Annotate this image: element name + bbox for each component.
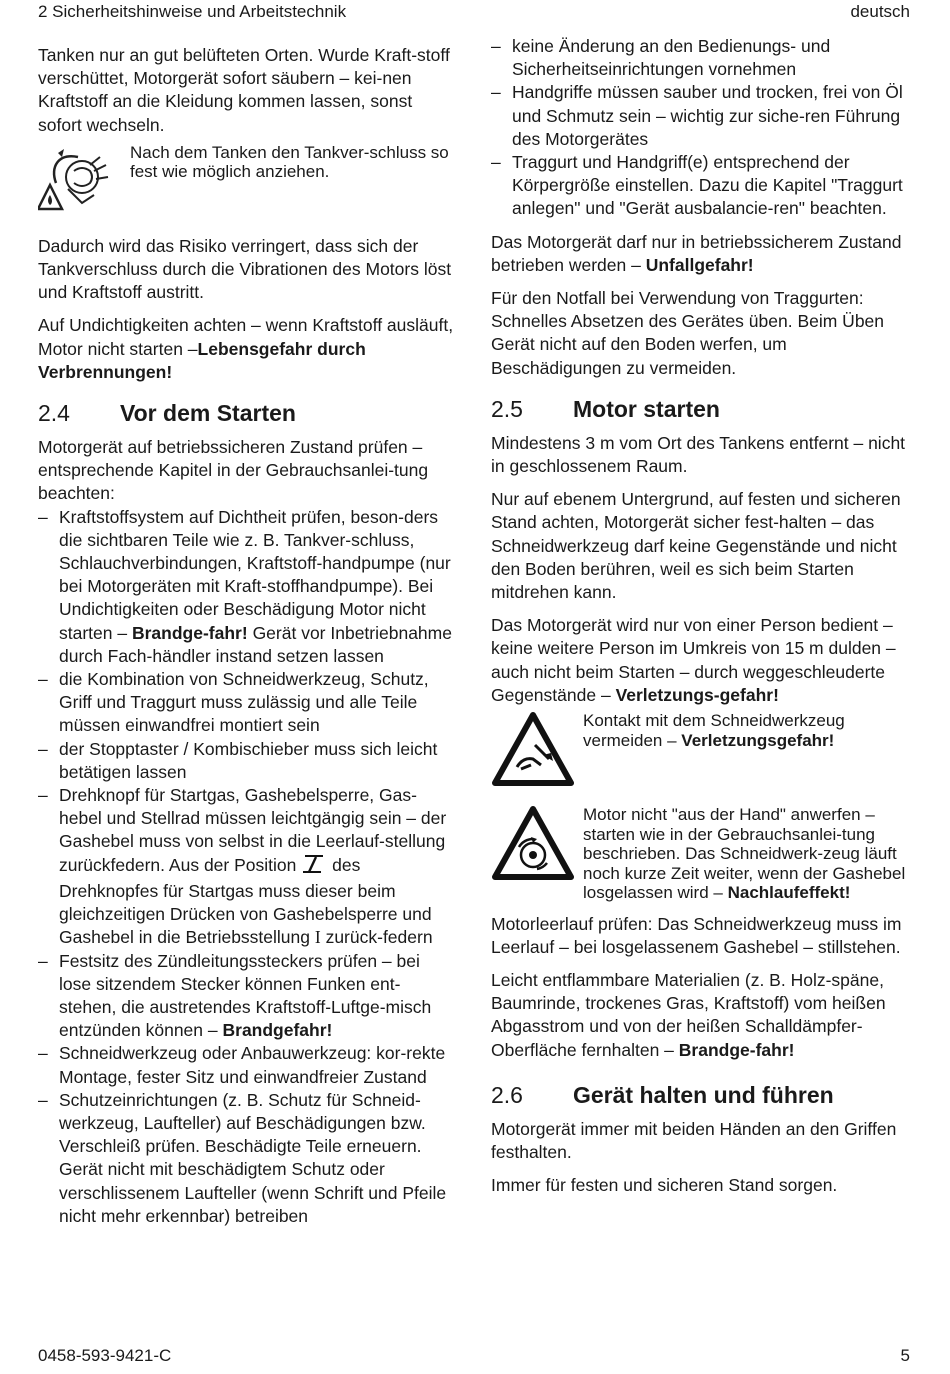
list-item: – Traggurt und Handgriff(e) entsprechend der Körpergröße einstellen. Dazu die Kapitel "Traggurt anlegen" und "Gerät ausbalancie-ren" beachten.: [491, 151, 909, 221]
paragraph: Motorgerät auf betriebssicheren Zustand prüfen – entsprechende Kapitel in der Gebrauchsanlei-tung beachten:: [38, 437, 429, 504]
paragraph: Nur auf ebenem Untergrund, auf festen und sicheren Stand achten, Motorgerät sicher fest-halten – das Schneidwerkzeug darf keine Gegenstände und nicht den Boden berühren, weil es sich beim Starten mitdrehen kann.: [491, 489, 901, 603]
paragraph: Mindestens 3 m vom Ort des Tankens entfernt – nicht in geschlossenem Raum.: [491, 432, 906, 477]
page-number: 5: [900, 1346, 910, 1365]
list-item: – keine Änderung an den Bedienungs- und Sicherheitseinrichtungen vornehmen: [491, 35, 909, 81]
paragraph: [38, 314, 456, 384]
document-number: 0458-593-9421-C: [38, 1346, 172, 1365]
paragraph: Für den Notfall bei Verwendung von Traggurten: Schnelles Absetzen des Gerätes üben. Beim Üben Gerät nicht auf den Boden werfen, um Beschädigungen zu vermeiden.: [491, 288, 885, 378]
list-item-text: Gerät vor Inbetriebnahme durch Fach-händler instand setzen lassen: [59, 622, 452, 666]
section-title: Motor starten: [573, 395, 720, 422]
list-item-text: Drehknopf für Startgas, Gashebelsperre, Gas-hebel und Stellrad müssen leichtgängig sein – der Gashebel muss von selbst in die Leerlauf-stellung zurückfedern. Aus der Position: [59, 785, 447, 875]
section-number: 2.6: [491, 1081, 523, 1108]
paragraph: Motorgerät immer mit beiden Händen an den Griffen festhalten.: [491, 1118, 897, 1162]
list-item: – Schneidwerkzeug oder Anbauwerkzeug: kor-rekte Montage, fester Sitz und einwandfreier Zustand: [38, 1042, 456, 1088]
fuel-cap-tighten-icon: [38, 145, 130, 215]
run-position-symbol: I: [314, 927, 321, 948]
list-item: – Handgriffe müssen sauber und trocken, frei von Öl und Schmutz sein – wichtig zur siche-ren Führung des Motorgerätes: [491, 81, 909, 151]
warning-text-plain: Kontakt mit dem Schneidwerkzeug vermeiden –: [583, 711, 845, 750]
paragraph: [491, 969, 909, 1062]
warning-text: [583, 805, 909, 903]
section-heading-2-4: [38, 398, 456, 428]
danger-warning: Brandge-fahr!: [131, 622, 248, 643]
list-item: – die Kombination von Schneidwerkzeug, Schutz, Griff und Traggurt muss zulässig und alle Teile müssen einwandfrei montiert sein: [38, 668, 456, 738]
tank-note: Nach dem Tanken den Tankver-schluss so fest wie möglich anziehen.: [130, 142, 449, 182]
warning-text: [583, 711, 909, 750]
cutting-tool-contact-warning-icon: [491, 711, 583, 789]
list-item: [38, 784, 456, 949]
checklist-continued: [491, 35, 909, 221]
section-heading-2-6: [491, 1080, 909, 1110]
paragraph-text: Leicht entflammbare Materialien (z. B. Holz-späne, Baumrinde, trockenes Gras, Kraftstoff) vom heißen Abgasstrom und von der heißen Schalldämpfer-Oberfläche fernhalten –: [491, 969, 886, 1060]
page-header-section: 2 Sicherheitshinweise und Arbeitstechnik: [38, 2, 347, 21]
list-item: [38, 950, 456, 1043]
start-throttle-symbol-icon: [301, 854, 327, 880]
section-heading-2-5: [491, 394, 909, 424]
checklist: [38, 506, 456, 1228]
left-column: [38, 44, 456, 1228]
paragraph: [491, 231, 909, 277]
paragraph: [491, 614, 909, 707]
tank-note-block: [38, 142, 456, 215]
danger-warning: Brandgefahr!: [222, 1020, 333, 1041]
warning-block-run-on: [491, 805, 909, 903]
paragraph: Immer für festen und sicheren Stand sorgen.: [491, 1175, 838, 1196]
list-item: – der Stopptaster / Kombischieber muss sich leicht betätigen lassen: [38, 738, 456, 784]
paragraph: Motorleerlauf prüfen: Das Schneidwerkzeug muss im Leerlauf – bei losgelassenem Gashebel – stillstehen.: [491, 913, 902, 957]
section-number: 2.5: [491, 395, 523, 422]
danger-warning: Verletzungsgefahr!: [681, 730, 835, 750]
warning-block-cutting-tool: [491, 711, 909, 789]
section-title: Vor dem Starten: [120, 400, 296, 427]
warning-text-plain: Motor nicht "aus der Hand" anwerfen – starten wie in der Gebrauchsanlei-tung beschrieben. Das Schneidwerk-zeug läuft noch kurze Zeit weiter, wenn der Gashebel losgelassen wird –: [583, 805, 906, 903]
run-on-effect-warning-icon: [491, 805, 583, 883]
list-item-text: des Drehknopfes für Startgas muss dieser beim gleichzeitigen Drücken von Gashebelsperre und Gashebel in die Betriebsstellung: [59, 854, 432, 948]
section-title: Gerät halten und führen: [573, 1081, 834, 1108]
list-item: – Schutzeinrichtungen (z. B. Schutz für Schneid-werkzeug, Laufteller) auf Beschädigungen bzw. Verschleiß prüfen. Beschädigte Teile erneuern. Gerät nicht mit beschädigtem Schutz oder verschlissenem Laufteller (wenn Schrift und Pfeile nicht mehr erkennbar) betreiben: [38, 1089, 456, 1228]
paragraph: Tanken nur an gut belüfteten Orten. Wurde Kraft-stoff verschüttet, Motorgerät sofort säubern – kei-nen Kraftstoff an die Kleidung kommen lassen, sonst sofort wechseln.: [38, 45, 450, 135]
danger-warning: Brandge-fahr!: [678, 1039, 795, 1060]
paragraph-text: Das Motorgerät wird nur von einer Person bedient – keine weitere Person im Umkreis von 15 m dulden – auch nicht beim Starten – durch weggeschleuderte Gegenstände –: [491, 615, 896, 705]
paragraph-text: Auf Undichtigkeiten achten – wenn Kraftstoff ausläuft, Motor nicht starten –: [38, 315, 454, 359]
section-number: 2.4: [38, 400, 70, 427]
page-header-language: deutsch: [850, 2, 910, 21]
paragraph-text: Das Motorgerät darf nur in betriebssicherem Zustand betrieben werden –: [491, 231, 902, 275]
paragraph: Dadurch wird das Risiko verringert, dass sich der Tankverschluss durch die Vibrationen des Motors löst und Kraftstoff austritt.: [38, 235, 452, 303]
danger-warning: Unfallgefahr!: [645, 254, 754, 275]
danger-warning: Nachlaufeffekt!: [727, 883, 851, 903]
right-column: [491, 35, 909, 1197]
danger-warning: Verletzungs-gefahr!: [615, 684, 779, 705]
list-item-text: Festsitz des Zündleitungssteckers prüfen – bei lose sitzendem Stecker können Funken ent-stehen, die austretendes Kraftstoff-Luftge-misch entzünden können –: [59, 950, 432, 1041]
list-item-text: zurück-federn: [325, 927, 433, 948]
list-item-text: Kraftstoffsystem auf Dichtheit prüfen, beson-ders die sichtbaren Teile wie z. B. Tankver-schluss, Schlauchverbindungen, Kraftstoff-handpumpe (nur bei Motorgeräten mit Kraft-stoffhandpumpe). Bei Undichtigkeiten oder Beschädigung Motor nicht starten –: [59, 506, 451, 643]
danger-warning: Lebensgefahr durch Verbrennungen!: [38, 338, 366, 382]
list-item: [38, 506, 456, 668]
